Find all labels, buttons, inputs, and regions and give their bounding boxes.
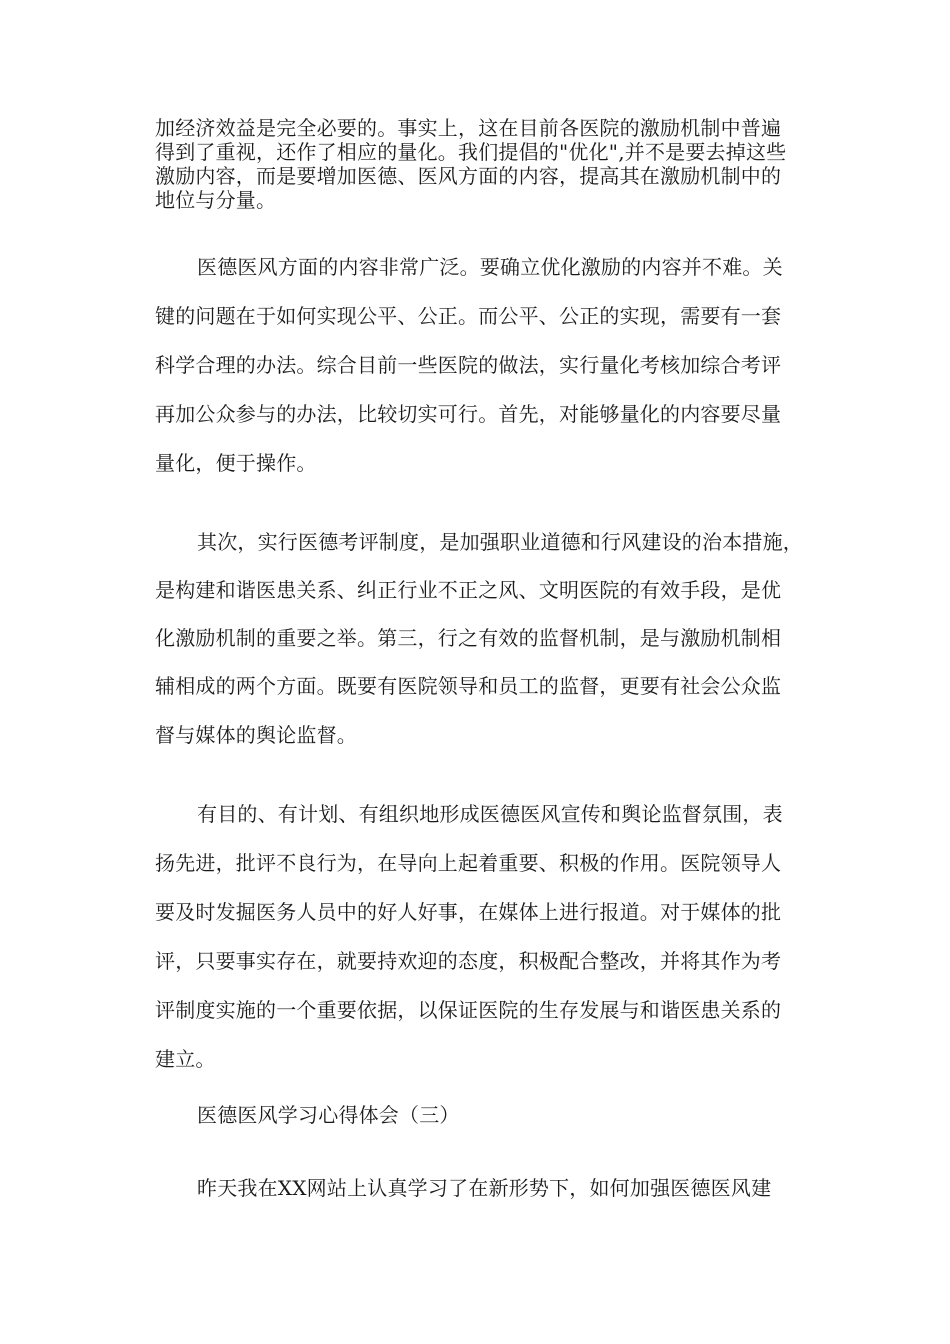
text-line: 评，只要事实存在，就要持欢迎的态度，积极配合整改，并将其作为考 — [155, 949, 782, 973]
text-line: 辅相成的两个方面。既要有医院领导和员工的监督，更要有社会公众监 — [155, 674, 782, 698]
text-line: 地位与分量。 — [155, 188, 277, 212]
text-line: 再加公众参与的办法，比较切实可行。首先，对能够量化的内容要尽量 — [155, 402, 782, 426]
text-line: 评制度实施的一个重要依据，以保证医院的生存发展与和谐医患关系的 — [155, 998, 782, 1022]
text-line: 其次，实行医德考评制度，是加强职业道德和行风建设的治本措施， — [197, 530, 803, 554]
text-line: 昨天我在XX网站上认真学习了在新形势下，如何加强医德医风建 — [197, 1176, 772, 1200]
text-line: 量化，便于操作。 — [155, 451, 317, 475]
text-line: 扬先进，批评不良行为，在导向上起着重要、积极的作用。医院领导人 — [155, 851, 782, 875]
text-line: 键的问题在于如何实现公平、公正。而公平、公正的实现，需要有一套 — [155, 304, 782, 328]
section-heading: 医德医风学习心得体会（三） — [197, 1103, 460, 1127]
text-line: 是构建和谐医患关系、纠正行业不正之风、文明医院的有效手段，是优 — [155, 578, 782, 602]
text-line: 建立。 — [155, 1047, 216, 1071]
text-line: 激励内容，而是要增加医德、医风方面的内容，提高其在激励机制中的 — [155, 164, 782, 188]
text-line: 得到了重视，还作了相应的量化。我们提倡的"优化",并不是要去掉这些 — [155, 140, 787, 164]
text-line: 医德医风方面的内容非常广泛。要确立优化激励的内容并不难。关 — [197, 255, 783, 279]
text-line: 化激励机制的重要之举。第三，行之有效的监督机制，是与激励机制相 — [155, 626, 782, 650]
text-line: 科学合理的办法。综合目前一些医院的做法，实行量化考核加综合考评 — [155, 353, 782, 377]
text-line: 要及时发掘医务人员中的好人好事，在媒体上进行报道。对于媒体的批 — [155, 900, 782, 924]
text-line: 加经济效益是完全必要的。事实上，这在目前各医院的激励机制中普遍 — [155, 116, 782, 140]
text-line: 督与媒体的舆论监督。 — [155, 723, 357, 747]
text-line: 有目的、有计划、有组织地形成医德医风宣传和舆论监督氛围，表 — [197, 802, 783, 826]
